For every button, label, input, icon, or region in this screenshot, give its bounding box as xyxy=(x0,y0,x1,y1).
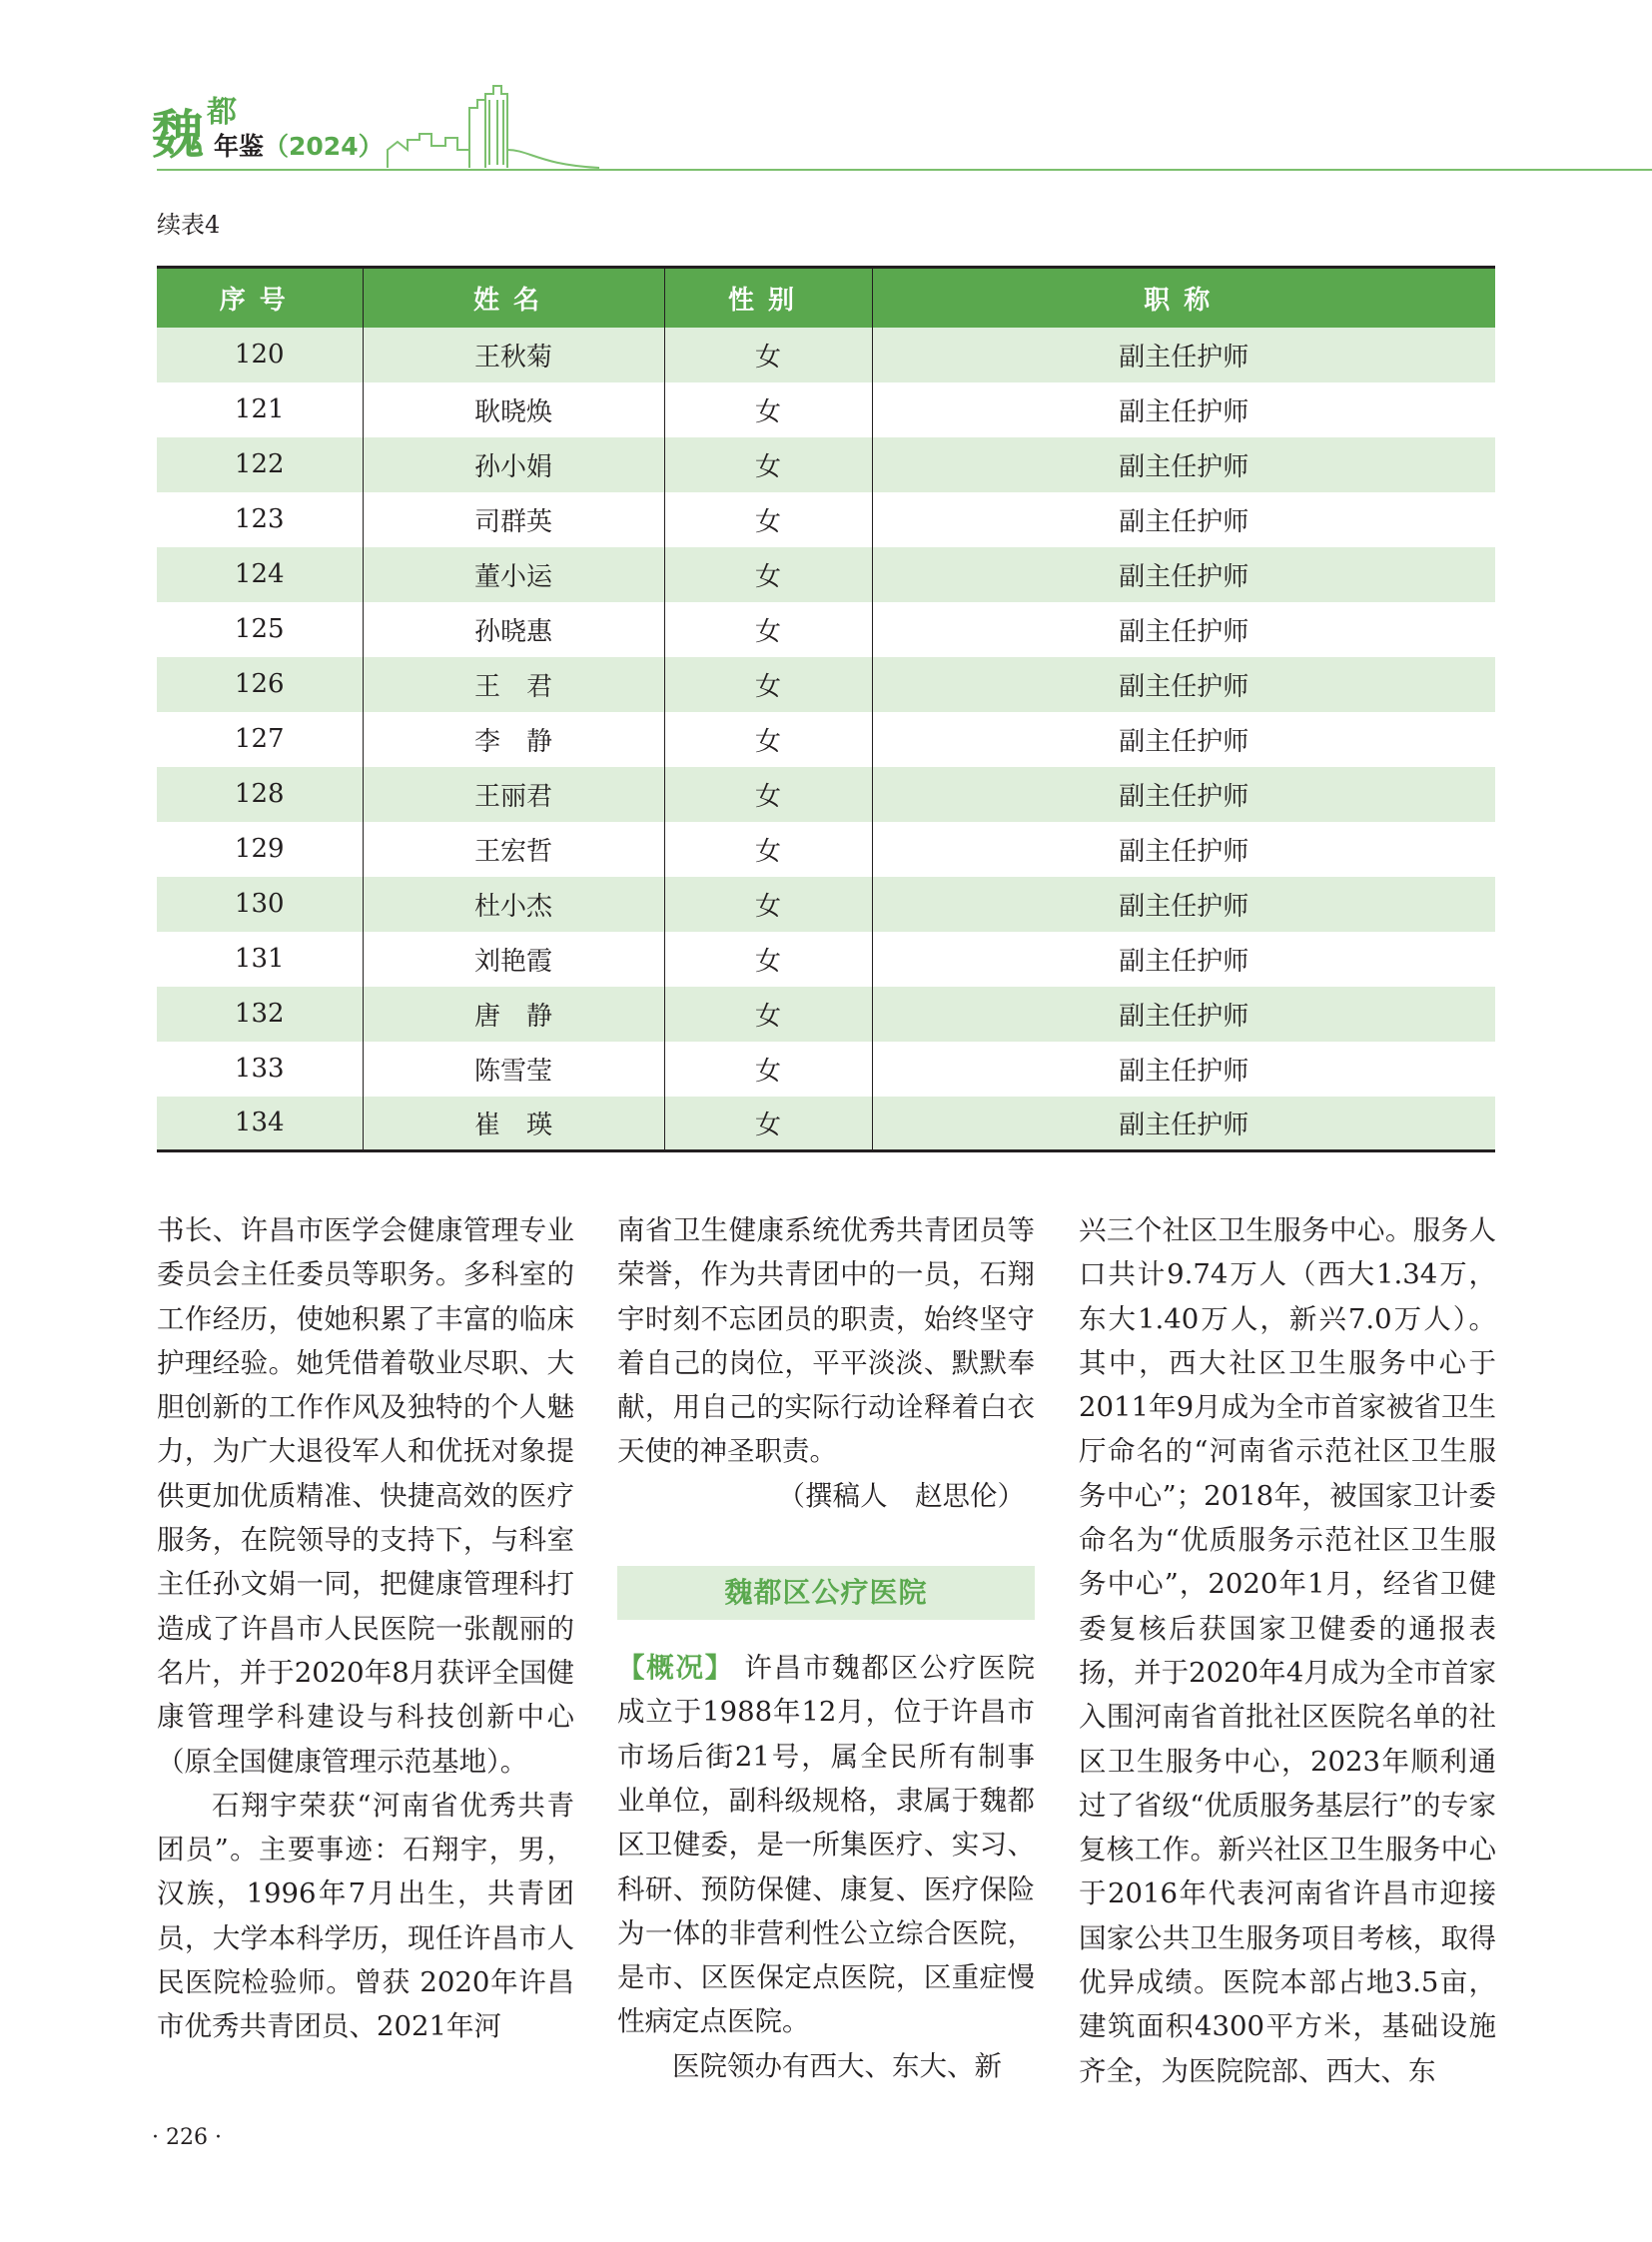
table-row xyxy=(157,877,1495,932)
cell-title: 副主任护师 xyxy=(872,602,1495,657)
paragraph-community-centers-start: 医院领办有西大、东大、新 xyxy=(672,2049,1002,2082)
staff-table xyxy=(157,266,1495,1152)
cell-name: 唐 静 xyxy=(363,987,664,1042)
cell-name: 孙晓惠 xyxy=(363,602,664,657)
cell-name: 李 静 xyxy=(363,712,664,767)
table-body xyxy=(157,328,1495,1151)
yearbook-year: （2024） xyxy=(264,132,384,161)
cell-title: 副主任护师 xyxy=(872,547,1495,602)
cell-number: 132 xyxy=(234,999,285,1029)
cell-number: 127 xyxy=(234,724,285,754)
cell-number: 128 xyxy=(234,779,285,809)
cell-name: 司群英 xyxy=(363,492,664,547)
cell-gender: 女 xyxy=(664,547,872,602)
text-column-1 xyxy=(157,1208,574,2049)
cell-number: 133 xyxy=(234,1054,285,1084)
paragraph-continued: 书长、许昌市医学会健康管理专业委员会主任委员等职务。多科室的工作经历，使她积累了丰富的临床护理经验。她凭借着敬业尽职、大胆创新的工作作风及独特的个人魅力，为广大退役军人和优抚对象提供更加优质精准、快捷高效的医疗服务，在院领导的支持下，与科室主任孙文娟一同，把健康管理科打造成了许昌市人民医院一张靓丽的名片，并于2020年8月获评全国健康管理学科建设与科技创新中心（原全国健康管理示范基地）。 xyxy=(157,1214,574,1778)
cell-title: 副主任护师 xyxy=(872,712,1495,767)
cell-number: 120 xyxy=(234,340,285,370)
table-row xyxy=(157,1042,1495,1097)
page-number: · 226 · xyxy=(152,2125,222,2150)
cell-title: 副主任护师 xyxy=(872,437,1495,492)
cell-gender: 女 xyxy=(664,328,872,382)
cell-name: 董小运 xyxy=(363,547,664,602)
cell-gender: 女 xyxy=(664,712,872,767)
table-row xyxy=(157,657,1495,712)
cell-title: 副主任护师 xyxy=(872,987,1495,1042)
cell-gender: 女 xyxy=(664,437,872,492)
logo-du-character: 都 xyxy=(207,95,237,130)
cell-name: 王秋菊 xyxy=(363,328,664,382)
cell-title: 副主任护师 xyxy=(872,822,1495,877)
cell-number: 123 xyxy=(234,504,285,534)
cell-number: 131 xyxy=(234,944,285,974)
text-column-2 xyxy=(617,1208,1035,2088)
cell-name: 陈雪莹 xyxy=(363,1042,664,1097)
cell-name: 崔 瑛 xyxy=(363,1097,664,1151)
table-header-row xyxy=(157,268,1495,328)
cell-gender: 女 xyxy=(664,877,872,932)
cell-title: 副主任护师 xyxy=(872,767,1495,822)
author-byline: （撰稿人 赵思伦） xyxy=(777,1479,1025,1512)
cell-title: 副主任护师 xyxy=(872,877,1495,932)
table-row xyxy=(157,437,1495,492)
cell-gender: 女 xyxy=(664,602,872,657)
cell-name: 刘艳霞 xyxy=(363,932,664,987)
cell-name: 孙小娟 xyxy=(363,437,664,492)
cell-number: 125 xyxy=(234,614,285,644)
text-column-3 xyxy=(1079,1208,1496,2093)
cell-gender: 女 xyxy=(664,492,872,547)
cell-title: 副主任护师 xyxy=(872,328,1495,382)
paragraph-shi-xiangyu-part2: 南省卫生健康系统优秀共青团员等荣誉，作为共青团中的一员，石翔宇时刻不忘团员的职责，始终坚守着自己的岗位，平平淡淡、默默奉献，用自己的实际行动诠释着白衣天使的神圣职责。 xyxy=(617,1214,1035,1468)
table-caption: 续表4 xyxy=(157,211,221,239)
cell-gender: 女 xyxy=(664,1097,872,1151)
column-header-title: 职称 xyxy=(872,268,1495,328)
yearbook-label: 年鉴 xyxy=(214,132,265,161)
paragraph-shi-xiangyu-part1: 石翔宇荣获“河南省优秀共青团员”。主要事迹：石翔宇，男，汉族，1996年7月出生，共青团员，大学本科学历，现任许昌市人民医院检验师。曾获 2020年许昌市优秀共青团员、2021年河 xyxy=(157,1789,574,2043)
cell-number: 121 xyxy=(234,394,285,424)
overview-text: 许昌市魏都区公疗医院成立于1988年12月，位于许昌市市场后街21号，属全民所有制事业单位，副科级规格，隶属于魏都区卫健委，是一所集医疗、实习、科研、预防保健、康复、医疗保险为一体的非营利性公立综合医院，是市、区医保定点医院，区重症慢性病定点医院。 xyxy=(617,1652,1035,2038)
cell-gender: 女 xyxy=(664,822,872,877)
cell-gender: 女 xyxy=(664,987,872,1042)
overview-tag: 【概况】 xyxy=(617,1652,734,1685)
column-header-gender: 性别 xyxy=(664,268,872,328)
column-header-number: 序号 xyxy=(157,268,363,328)
table-row xyxy=(157,1097,1495,1151)
table-row xyxy=(157,547,1495,602)
cell-name: 王丽君 xyxy=(363,767,664,822)
cell-title: 副主任护师 xyxy=(872,1042,1495,1097)
table-row xyxy=(157,822,1495,877)
cell-gender: 女 xyxy=(664,767,872,822)
column-header-name: 姓名 xyxy=(363,268,664,328)
table-row xyxy=(157,382,1495,437)
cell-title: 副主任护师 xyxy=(872,382,1495,437)
table-row xyxy=(157,328,1495,382)
cell-number: 129 xyxy=(234,834,285,864)
section-heading: 魏都区公疗医院 xyxy=(617,1566,1035,1620)
cell-name: 杜小杰 xyxy=(363,877,664,932)
table-row xyxy=(157,932,1495,987)
cell-number: 134 xyxy=(157,1097,363,1151)
yearbook-title xyxy=(214,134,384,159)
cell-gender: 女 xyxy=(664,932,872,987)
cell-name: 王 君 xyxy=(363,657,664,712)
page-header xyxy=(0,0,1652,180)
cell-title: 副主任护师 xyxy=(872,657,1495,712)
table-row xyxy=(157,712,1495,767)
cell-title: 副主任护师 xyxy=(872,492,1495,547)
cell-number: 130 xyxy=(234,889,285,919)
cell-gender: 女 xyxy=(664,382,872,437)
cell-number: 126 xyxy=(234,669,285,699)
cell-title: 副主任护师 xyxy=(872,932,1495,987)
paragraph-overview xyxy=(617,1646,1035,2044)
cell-name: 耿晓焕 xyxy=(363,382,664,437)
table-row xyxy=(157,492,1495,547)
table-row xyxy=(157,767,1495,822)
cell-gender: 女 xyxy=(664,1042,872,1097)
cell-name: 王宏哲 xyxy=(363,822,664,877)
logo-wei-character: 魏 xyxy=(152,106,205,166)
paragraph-community-centers-continued: 兴三个社区卫生服务中心。服务人口共计9.74万人（西大1.34万，东大1.40万人，新兴7.0万人）。其中，西大社区卫生服务中心于2011年9月成为全市首家被省卫生厅命名的“河南省示范社区卫生服务中心”；2018年，被国家卫计委命名为“优质服务示范社区卫生服务中心”，2020年1月，经省卫健委复核后获国家卫健委的通报表扬，并于2020年4月成为全市首家入围河南省首批社区医院名单的社区卫生服务中心，2023年顺利通过了省级“优质服务基层行”的专家复核工作。新兴社区卫生服务中心于2016年代表河南省许昌市迎接国家公共卫生服务项目考核，取得优异成绩。医院本部占地3.5亩，建筑面积4300平方米，基础设施齐全，为医院院部、西大、东 xyxy=(1079,1214,1496,2087)
cell-gender: 女 xyxy=(664,657,872,712)
cell-number: 122 xyxy=(234,449,285,479)
cell-title: 副主任护师 xyxy=(872,1097,1495,1151)
table-row xyxy=(157,987,1495,1042)
cell-number: 124 xyxy=(234,559,285,589)
table-row xyxy=(157,602,1495,657)
